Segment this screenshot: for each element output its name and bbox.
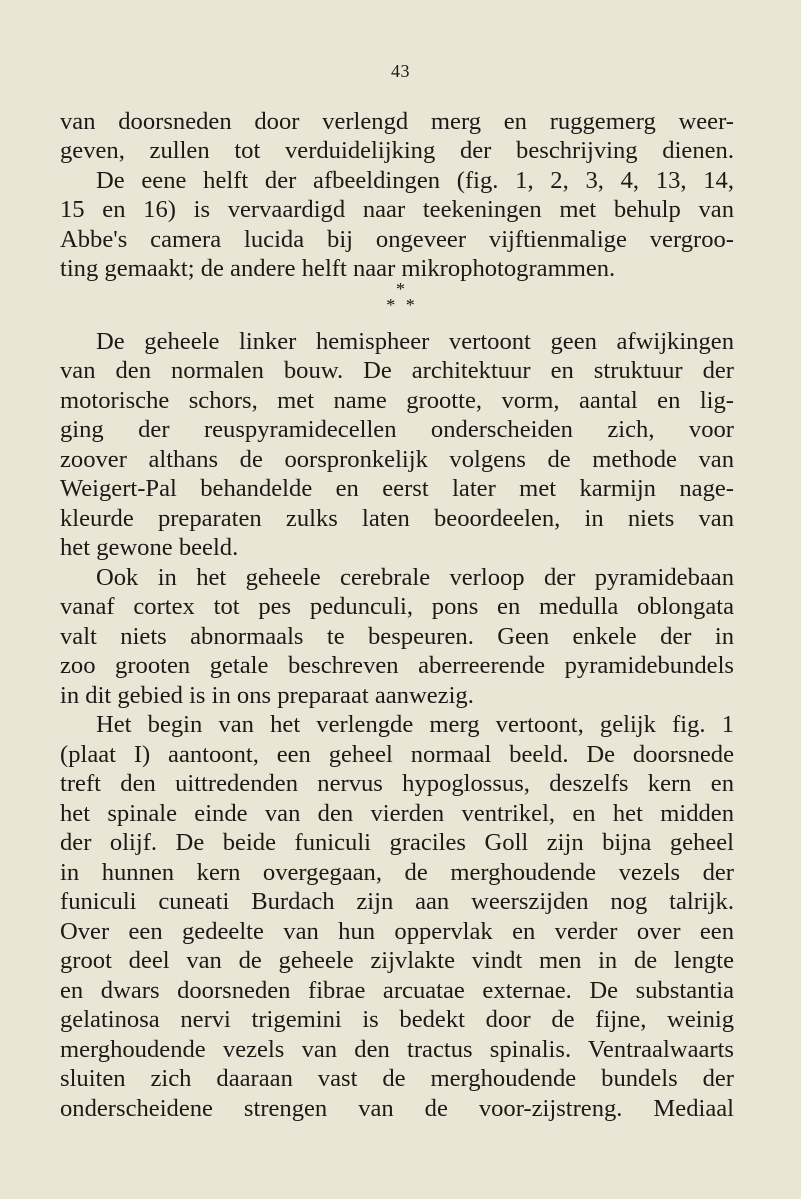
text-line: zoo grooten getale beschreven aberreerende pyramidebundels [60,652,734,679]
text-line: Weigert-Pal behandelde en eerst later met karmijn nage- [60,475,734,502]
text-line: vanaf cortex tot pes pedunculi, pons en medulla oblongata [60,593,734,620]
page-number: 43 [391,61,410,81]
text-line: treft den uittredenden nervus hypoglossus, deszelfs kern en [60,770,734,797]
text-line: het spinale einde van den vierden ventrikel, en het midden [60,800,734,827]
text-line: valt niets abnormaals te bespeuren. Geen enkele der in [60,623,734,650]
text-line: Abbe's camera lucida bij ongeveer vijftienmalige vergroo- [60,226,734,253]
text-line: geven, zullen tot verduidelijking der beschrijving dienen. [60,137,734,164]
text-line: funiculi cuneati Burdach zijn aan weerszijden nog talrijk. [60,888,734,915]
section-separator-top-star: * [396,279,405,299]
text-line: der olijf. De beide funiculi graciles Goll zijn bijna geheel [60,829,734,856]
text-line: kleurde preparaten zulks laten beoordeelen, in niets van [60,505,734,532]
text-line: 15 en 16) is vervaardigd naar teekeningen met behulp van [60,196,734,223]
text-line: groot deel van de geheele zijvlakte vindt men in de lengte [60,947,734,974]
text-line: in dit gebied is in ons preparaat aanwezig. [60,682,474,709]
text-line: van den normalen bouw. De architektuur en struktuur der [60,357,734,384]
text-line: motorische schors, met name grootte, vorm, aantal en lig- [60,387,734,414]
text-line: onderscheidene strengen van de voor-zijstreng. Mediaal [60,1095,734,1122]
text-line: Ook in het geheele cerebrale verloop der pyramidebaan [96,564,734,591]
text-line: het gewone beeld. [60,534,239,561]
text-line: De eene helft der afbeeldingen (fig. 1, 2, 3, 4, 13, 14, [96,167,734,194]
text-line: van doorsneden door verlengd merg en ruggemerg weer- [60,108,734,135]
text-line: Het begin van het verlengde merg vertoont, gelijk fig. 1 [96,711,734,738]
text-line: ting gemaakt; de andere helft naar mikrophotogrammen. [60,255,616,282]
text-line: Over een gedeelte van hun oppervlak en verder over een [60,918,734,945]
text-line: (plaat I) aantoont, een geheel normaal beeld. De doorsnede [60,741,734,768]
text-line: merghoudende vezels van den tractus spinalis. Ventraalwaarts [60,1036,734,1063]
text-line: zoover althans de oorspronkelijk volgens de methode van [60,446,734,473]
text-line: en dwars doorsneden fibrae arcuatae externae. De substantia [60,977,734,1004]
text-line: De geheele linker hemispheer vertoont geen afwijkingen [96,328,734,355]
text-line: ging der reuspyramidecellen onderscheiden zich, voor [60,416,734,443]
text-line: sluiten zich daaraan vast de merghoudende bundels der [60,1065,734,1092]
section-separator-bottom-stars: * * [386,295,415,315]
text-line: in hunnen kern overgegaan, de merghoudende vezels der [60,859,734,886]
text-line: gelatinosa nervi trigemini is bedekt door de fijne, weinig [60,1006,734,1033]
